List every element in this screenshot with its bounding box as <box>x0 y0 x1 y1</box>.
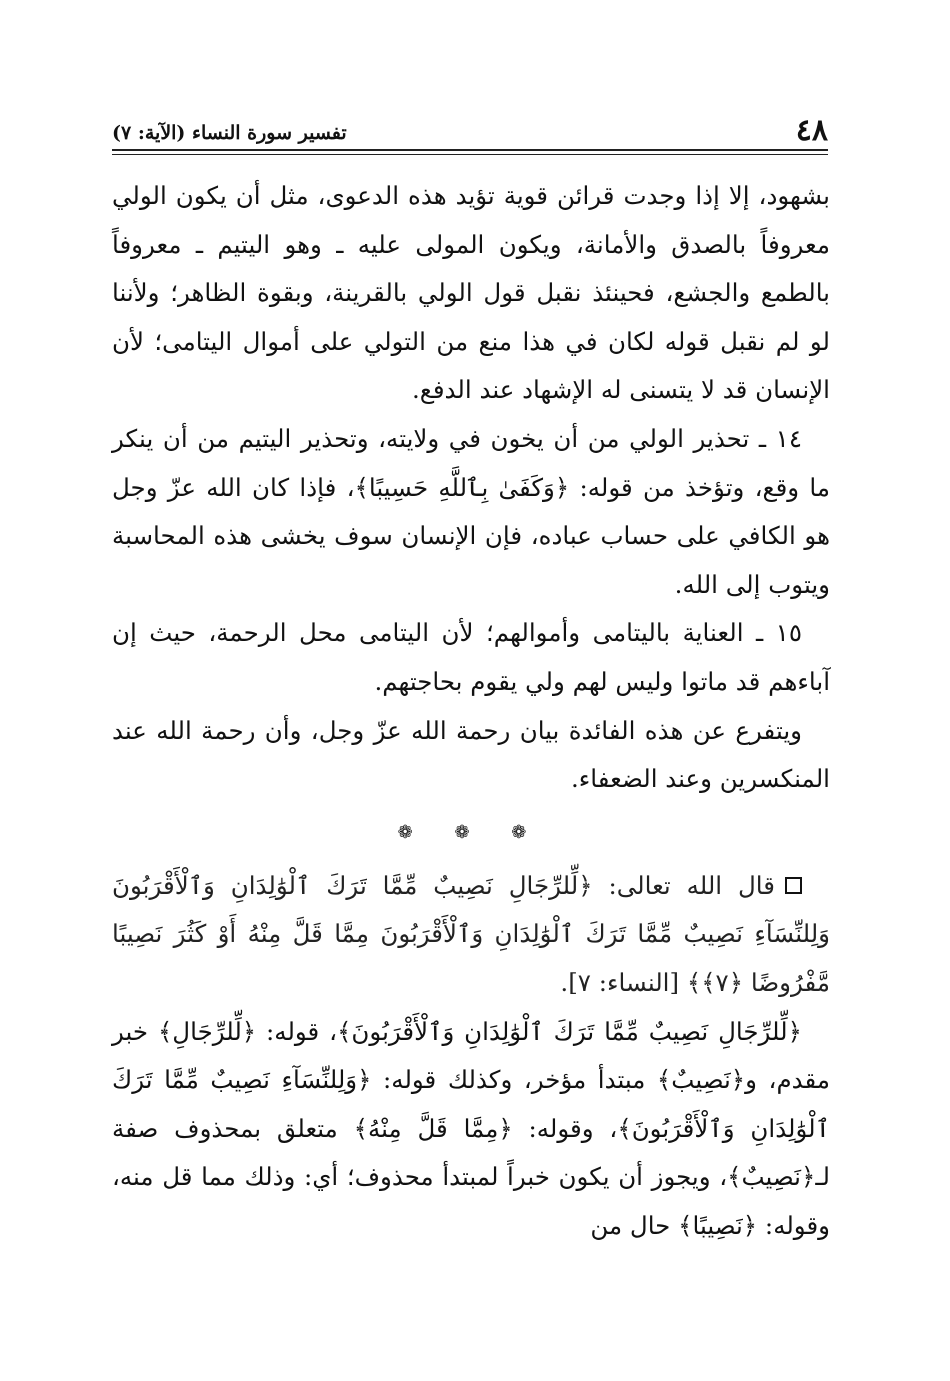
verse-text: قال الله تعالى: ﴿لِّلرِّجَالِ نَصِيبٌ مِّمَّا تَرَكَ ٱلْوَٰلِدَانِ وَٱلْأَقْرَبُونَ وَلِلنِّسَآءِ نَصِيبٌ مِّمَّا تَرَكَ ٱلْوَٰلِدَانِ وَٱلْأَقْرَبُونَ مِمَّا قَلَّ مِنْهُ أَوْ كَثُرَ نَصِيبًا مَّفْرُوضًا ﴿٧﴾﴾ [النساء: ٧]. <box>112 870 830 997</box>
paragraph-continuation: بشهود، إلا إذا وجدت قرائن قوية تؤيد هذه الدعوى، مثل أن يكون الولي معروفاً بالصدق والأمانة، ويكون المولى عليه ـ وهو اليتيم ـ معروفاً بالطمع والجشع، فحينئذ نقبل قول الولي بالقرينة، وبقوة الظاهر؛ ولأننا لو لم نقبل قوله لكان في هذا منع من التولي على أموال اليتامى؛ لأن الإنسان قد لا يتسنى له الإشهاد عند الدفع. <box>112 181 830 405</box>
paragraph-branch: ويتفرع عن هذه الفائدة بيان رحمة الله عزّ وجل، وأن رحمة الله عند المنكسرين وعند الضعفاء. <box>112 715 830 794</box>
verse-paragraph <box>112 862 830 1008</box>
square-bullet-icon <box>785 877 802 894</box>
paragraph-point-15: ١٥ ـ العناية باليتامى وأموالهم؛ لأن اليتامى محل الرحمة، حيث إن آباءهم قد ماتوا وليس لهم ولي يقوم بحاجتهم. <box>112 618 830 696</box>
page-header <box>112 112 828 146</box>
page-body <box>112 172 830 1250</box>
page-number: ٤٨ <box>795 113 828 148</box>
commentary-paragraph: ﴿لِّلرِّجَالِ نَصِيبٌ مِّمَّا تَرَكَ ٱلْوَٰلِدَانِ وَٱلْأَقْرَبُونَ﴾، قوله: ﴿لِّلرِّجَالِ﴾ خبر مقدم، و﴿نَصِيبٌ﴾ مبتدأ مؤخر، وكذلك قوله: ﴿وَلِلنِّسَآءِ نَصِيبٌ مِّمَّا تَرَكَ ٱلْوَٰلِدَانِ وَٱلْأَقْرَبُونَ﴾، وقوله: ﴿مِمَّا قَلَّ مِنْهُ﴾ متعلق بمحذوف صفة لـ﴿نَصِيبٌ﴾، ويجوز أن يكون خبراً لمبتدأ محذوف؛ أي: وذلك مما قل منه، وقوله: ﴿نَصِيبًا﴾ حال من <box>112 1016 830 1240</box>
section-separator: ❁ ❁ ❁ <box>397 821 545 843</box>
header-rule-thick <box>112 149 828 151</box>
paragraph-point-14: ١٤ ـ تحذير الولي من أن يخون في ولايته، وتحذير اليتيم من أن ينكر ما وقع، وتؤخذ من قوله: ﴿وَكَفَىٰ بِٱللَّهِ حَسِيبًا﴾، فإذا كان الله عزّ وجل هو الكافي على حساب عباده، فإن الإنسان سوف يخشى هذه المحاسبة ويتوب إلى الله. <box>112 423 830 599</box>
header-rule-thin <box>112 154 828 155</box>
running-title: تفسير سورة النساء (الآية: ٧) <box>112 122 347 144</box>
